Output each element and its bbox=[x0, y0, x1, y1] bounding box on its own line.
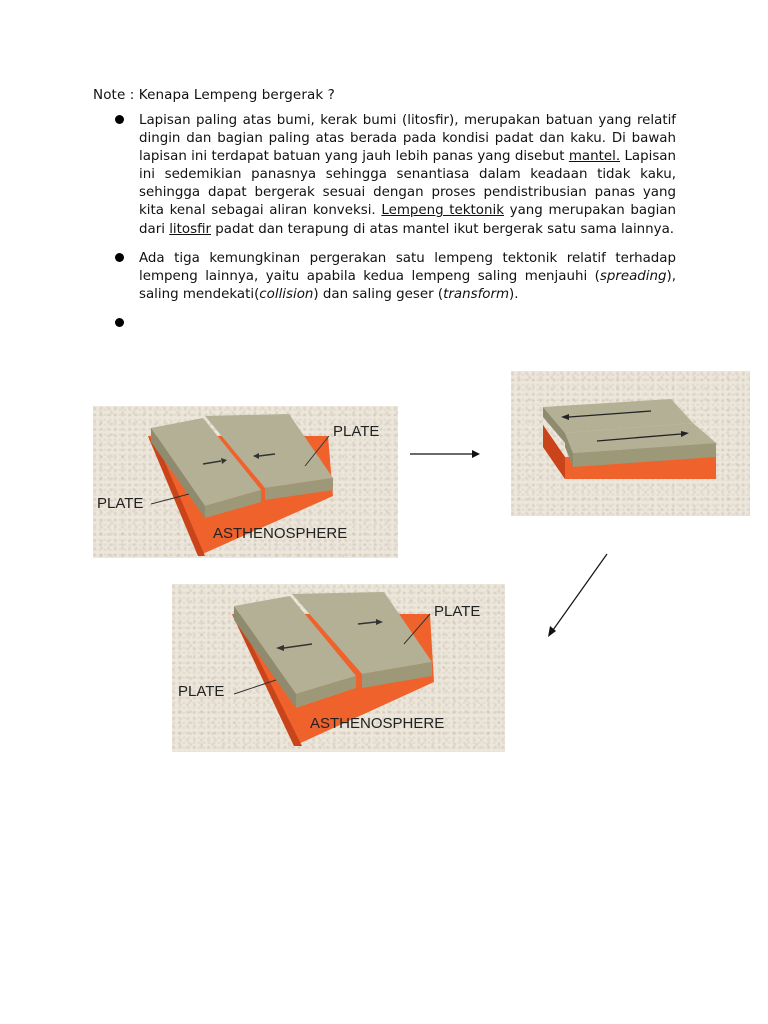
arrow-head bbox=[472, 450, 480, 458]
term-collision: collision bbox=[259, 286, 314, 302]
bullet-list bbox=[113, 112, 676, 344]
bullet-2-text-2: ), saling mendekati( bbox=[139, 268, 676, 302]
label-plate-left: PLATE bbox=[97, 495, 144, 512]
bullet-1 bbox=[113, 112, 676, 239]
bullet-3-empty bbox=[113, 315, 676, 333]
figure-spreading bbox=[172, 584, 505, 752]
bullet-2-text-3: ) dan saling geser ( bbox=[313, 286, 444, 302]
label-plate-top: PLATE bbox=[333, 423, 380, 440]
term-litosfir: litosfir bbox=[169, 221, 212, 237]
label-asthenosphere: ASTHENOSPHERE bbox=[310, 715, 445, 732]
term-spreading: spreading bbox=[599, 268, 667, 284]
note-heading: Note : Kenapa Lempeng bergerak ? bbox=[93, 87, 335, 103]
label-asthenosphere: ASTHENOSPHERE bbox=[213, 525, 348, 542]
bullet-dot bbox=[115, 115, 124, 124]
term-mantel: mantel. bbox=[568, 149, 621, 165]
label-plate-top: PLATE bbox=[434, 603, 481, 620]
arrow-down-left bbox=[553, 554, 607, 630]
bullet-dot bbox=[115, 318, 124, 327]
bullet-1-text-4: padat dan terapung di atas mantel ikut bergerak satu sama lainnya. bbox=[211, 221, 675, 237]
collision-diagram bbox=[93, 406, 398, 558]
term-transform: transform bbox=[443, 286, 510, 302]
spreading-diagram bbox=[172, 584, 505, 752]
term-lempeng-tektonik: Lempeng tektonik bbox=[381, 203, 504, 219]
transform-diagram bbox=[511, 371, 750, 516]
figure-collision bbox=[93, 406, 398, 558]
bullet-2-text-1: Ada tiga kemungkinan pergerakan satu lempeng tektonik relatif terhadap lempeng lainnya, yaitu apabila kedua lempeng saling menjauhi ( bbox=[139, 250, 676, 284]
figure-transform bbox=[511, 371, 750, 516]
bullet-1-text-1: Lapisan paling atas bumi, kerak bumi (litosfir), merupakan batuan yang relatif dingin dan bagian paling atas berada pada kondisi padat dan kaku. Di bawah lapisan ini terdapat batuan yang jauh lebih panas yang disebut bbox=[139, 113, 676, 165]
bullet-2 bbox=[113, 250, 676, 304]
label-plate-left: PLATE bbox=[178, 683, 225, 700]
bullet-dot bbox=[115, 253, 124, 262]
bullet-1-text-2: Lapisan ini sedemikian panasnya sehingga senantiasa dalam keadaan tidak kaku, sehingga dapat bergerak sesuai dengan proses pendistribusian panas yang kita kenal sebagai aliran konveksi. bbox=[139, 149, 677, 219]
bullet-1-text-3: yang merupakan bagian dari bbox=[139, 203, 676, 237]
bullet-2-text-4: ). bbox=[509, 286, 519, 302]
arrow-head bbox=[548, 626, 556, 637]
